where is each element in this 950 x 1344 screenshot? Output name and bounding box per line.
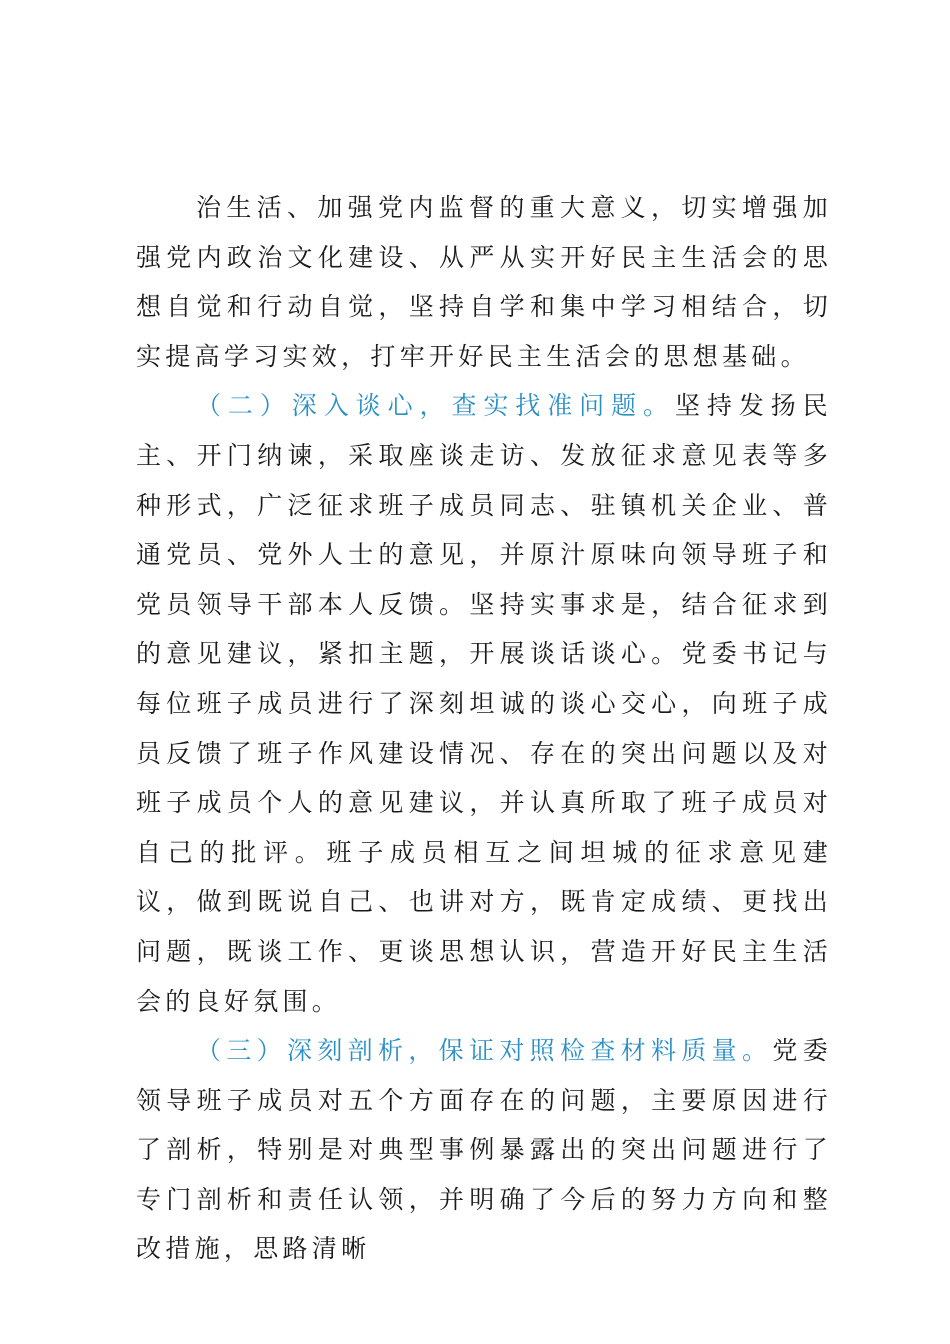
section-heading-two: （二）深入谈心，查实找准问题。 <box>196 391 675 421</box>
paragraph-section-three <box>136 1026 832 1274</box>
paragraph-continuation <box>136 183 832 381</box>
paragraph-body: 坚持发扬民主、开门纳谏，采取座谈走访、发放征求意见表等多种形式，广泛征求班子成员同志、驻镇机关企业、普通党员、党外人士的意见，并原汁原味向领导班子和党员领导干部本人反馈。坚持实事求是，结合征求到的意见建议，紧扣主题，开展谈话谈心。党委书记与每位班子成员进行了深刻坦诚的谈心交心，向班子成员反馈了班子作风建设情况、存在的突出问题以及对班子成员个人的意见建议，并认真所取了班子成员对自己的批评。班子成员相互之间坦城的征求意见建议，做到既说自己、也讲对方，既肯定成绩、更找出问题，既谈工作、更谈思想认识，营造开好民主生活会的良好氛围。 <box>136 391 832 1016</box>
paragraph-body: 党委领导班子成员对五个方面存在的问题，主要原因进行了剖析，特别是对典型事例暴露出的突出问题进行了专门剖析和责任认领，并明确了今后的努力方向和整改措施，思路清晰 <box>136 1036 832 1264</box>
paragraph-body: 治生活、加强党内监督的重大意义，切实增强加强党内政治文化建设、从严从实开好民主生活会的思想自觉和行动自觉，坚持自学和集中学习相结合，切实提高学习实效，打牢开好民主生活会的思想基础。 <box>136 193 832 371</box>
section-heading-three: （三）深刻剖析，保证对照检查材料质量。 <box>196 1036 773 1066</box>
document-page <box>136 183 832 1274</box>
paragraph-section-two <box>136 381 832 1026</box>
